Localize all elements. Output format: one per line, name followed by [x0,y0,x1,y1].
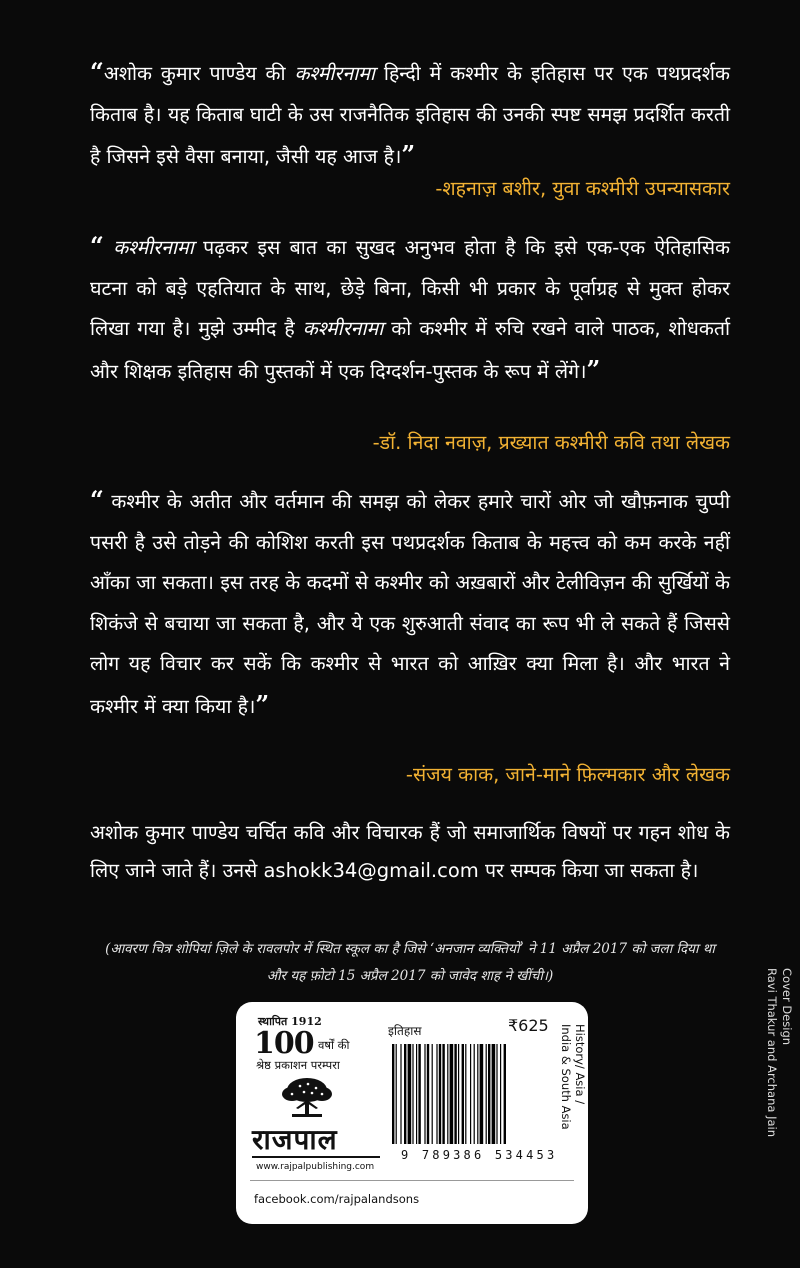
barcode-bar [450,1044,454,1144]
publisher-barcode-panel [236,1002,588,1224]
barcode-bar [447,1044,448,1144]
quote-1-pre: अशोक कुमार पाण्डेय की [103,62,295,85]
subject-line-2: India & South Asia [559,1024,573,1130]
barcode-bar [408,1044,412,1144]
divider [250,1180,574,1181]
book-subject [559,1024,587,1174]
quote-3 [90,480,730,727]
quote-2 [90,226,730,392]
barcode-bar [488,1044,490,1144]
quote-3-attribution: -संजय काक, जाने-माने फ़िल्मकार और लेखक [405,763,730,786]
author-bio: अशोक कुमार पाण्डेय चर्चित कवि और विचारक हैं जो समाजार्थिक विषयों पर गहन शोध के लिए जाने जाते हैं। उनसे ashokk34@gmail.com पर सम्पक किया जा सकता है। [90,821,730,882]
open-quote-mark: “ [90,57,104,86]
barcode-bar [496,1044,497,1144]
close-quote-mark: ” [401,140,416,169]
book-price: ₹625 [508,1016,549,1035]
publisher-facebook: facebook.com/rajpalandsons [254,1192,420,1206]
barcode-bar [462,1044,464,1144]
book-category: इतिहास [388,1024,422,1038]
barcode-bar [504,1044,506,1144]
cover-design-names: Ravi Thakur and Archana Jain [765,968,779,1137]
subject-line-1: History/ Asia / [573,1024,587,1105]
barcode-bar [442,1044,444,1144]
barcode-bar [486,1044,487,1144]
barcode-bar [492,1044,496,1144]
years-text: वर्षों की [318,1038,350,1052]
book-title: कश्मीरनामा [302,317,384,340]
hundred-years-number: 100 [254,1026,314,1061]
barcode-bar [412,1044,413,1144]
barcode-bar [465,1044,466,1144]
close-quote-mark: ” [586,354,601,384]
barcode-bar [474,1044,475,1144]
barcode-bar [424,1044,425,1144]
quote-3-text: कश्मीर के अतीत और वर्तमान की समझ को लेकर हमारे चारों ओर जो खौफ़नाक चुप्पी पसरी है उसे तोड़ने की कोशिश करती इस पथप्रदर्शक किताब के महत्त्व को कम करके नहीं आँका जा सकता। इस तरह के कदमों से कश्मीर को अख़बारों और टेलीविज़न की सुर्खियों के शिकंजे से बचाया जा सकता है, और ये एक शुरुआती संवाद का रूप भी ले सकते हैं जिससे लोग यह विचार कर सकें कि कश्मीर से भारत को आख़िर क्या मिला है। और भारत ने कश्मीर में क्या किया है। [90,490,730,718]
book-title: कश्मीरनामा [113,236,194,259]
publisher-name: राजपाल [252,1123,338,1156]
open-quote-mark: “ [90,231,104,260]
barcode-bar [458,1044,459,1144]
established-year: स्थापित 1912 [258,1015,322,1028]
quote-1-post: हिन्दी में कश्मीर के इतिहास पर एक पथप्रदर्शक किताब है। यह किताब घाटी के उस राजनैतिक इतिहास की उनकी स्पष्ट समझ प्रदर्शित करती है जिसने इसे वैसा बनाया, जैसी यह आज है। [90,62,730,168]
quote-1-attribution: -शहनाज़ बशीर, युवा कश्मीरी उपन्यासकार [435,177,730,200]
book-title: कश्मीरनामा [294,62,375,85]
cover-design-label: Cover Design [780,968,794,1046]
barcode-bar [427,1044,429,1144]
quote-2-mid: पढ़कर इस बात का सुखद अनुभव होता है कि इसे एक-एक ऐतिहासिक घटना को बड़े एहतियात के साथ, छेड़े बिना, किसी भी प्रकार के पूर्वाग्रह से मुक्त होकर लिखा गया है। मुझे उम्मीद है [90,236,730,340]
isbn-barcode [388,1044,548,1148]
cover-design-credit [764,968,794,1268]
barcode-bar [470,1044,471,1144]
tradition-text: श्रेष्ठ प्रकाशन परम्परा [256,1058,340,1072]
barcode-bar [432,1044,433,1144]
quote-1 [90,52,730,178]
barcode-bar [477,1044,478,1144]
barcode-bar [416,1044,417,1144]
barcode-bar [400,1044,401,1144]
open-quote-mark: “ [90,485,104,514]
barcode-bar [396,1044,397,1144]
close-quote-mark: ” [255,689,270,719]
quote-2-attribution: -डॉ. निदा नवाज़, प्रख्यात कश्मीरी कवि तथा लेखक [372,431,730,454]
barcode-bar [418,1044,420,1144]
barcode-bar [480,1044,484,1144]
isbn-number: 9 789386 534453 [401,1148,558,1162]
publisher-website: www.rajpalpublishing.com [256,1162,375,1172]
barcode-bar [439,1044,441,1144]
barcode-bar [436,1044,437,1144]
barcode-bar [500,1044,501,1144]
barcode-bar [404,1044,406,1144]
cover-photo-caption: (आवरण चित्र शोपियां ज़िले के रावलपोर में स्थित स्कूल का है जिसे ‘अनजान व्यक्तियों’ ने 11 अप्रैल 2017 को जला दिया था और यह फ़ोटो 15 अप्रैल 2017 को जावेद शाह ने खींची।) [105,941,715,984]
barcode-bar [392,1044,394,1144]
publisher-underline [252,1156,380,1158]
quote-2-post: को कश्मीर में रुचि रखने वाले पाठक, शोधकर्ता और शिक्षक इतिहास की पुस्तकों में एक दिग्दर्शन-पुस्तक के रूप में लेंगे। [90,317,730,383]
tree-logo-icon [274,1076,340,1120]
barcode-bar [454,1044,456,1144]
